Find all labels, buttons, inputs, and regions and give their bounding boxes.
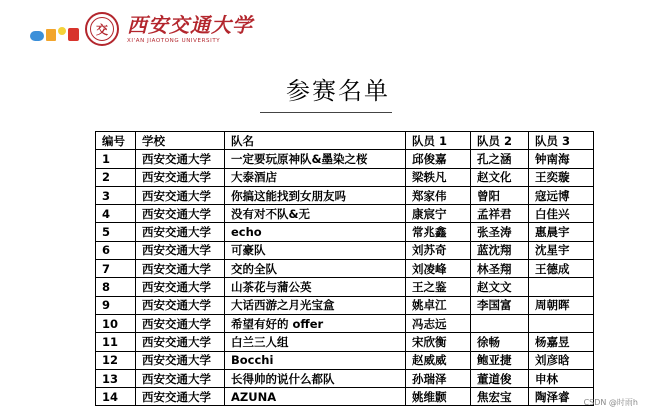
cell-member-3: [529, 278, 594, 296]
cell-member-2: 林圣翔: [471, 260, 529, 278]
cell-member-2: 曾阳: [471, 186, 529, 204]
header-member-3: 队员 3: [529, 132, 594, 150]
table-row: [96, 205, 594, 223]
university-name-en: XI'AN JIAOTONG UNIVERSITY: [127, 38, 221, 44]
cell-school: 西安交通大学: [136, 296, 225, 314]
cell-team: 希望有好的 offer: [225, 314, 406, 332]
table-row: [96, 369, 594, 387]
table-row: [96, 223, 594, 241]
university-name-cn: 西安交通大学: [127, 13, 253, 37]
header-member-2: 队员 2: [471, 132, 529, 150]
bag-icon: [68, 28, 79, 41]
cell-member-3: 钟南海: [529, 150, 594, 168]
cell-member-2: 孔之涵: [471, 150, 529, 168]
cell-number: 12: [96, 351, 136, 369]
table-row: [96, 186, 594, 204]
cell-member-2: 董道俊: [471, 369, 529, 387]
cell-team: Bocchi: [225, 351, 406, 369]
cloud-icon: [30, 31, 44, 41]
cell-team: 山茶花与蒲公英: [225, 278, 406, 296]
cell-number: 11: [96, 333, 136, 351]
roster-body: [96, 150, 594, 406]
table-row: [96, 296, 594, 314]
cell-member-3: 沈星宇: [529, 241, 594, 259]
cell-member-2: 鲍亚捷: [471, 351, 529, 369]
cell-team: 大泰酒店: [225, 168, 406, 186]
cell-member-1: 郑家伟: [406, 186, 471, 204]
cell-number: 7: [96, 260, 136, 278]
cell-member-1: 孙瑞泽: [406, 369, 471, 387]
cell-team: 白兰三人组: [225, 333, 406, 351]
book-icon: [46, 29, 56, 41]
cell-member-1: 姚维颢: [406, 388, 471, 406]
table-row: [96, 278, 594, 296]
cell-team: 你搞这能找到女朋友吗: [225, 186, 406, 204]
cell-member-1: 刘苏奇: [406, 241, 471, 259]
header-number: 编号: [96, 132, 136, 150]
cell-school: 西安交通大学: [136, 278, 225, 296]
cell-member-1: 冯志远: [406, 314, 471, 332]
cell-member-1: 常兆鑫: [406, 223, 471, 241]
cell-member-3: 白佳兴: [529, 205, 594, 223]
cell-team: 可豪队: [225, 241, 406, 259]
cell-team: 长得帅的说什么都队: [225, 369, 406, 387]
cell-member-3: 刘彦晗: [529, 351, 594, 369]
cell-number: 5: [96, 223, 136, 241]
cell-number: 8: [96, 278, 136, 296]
cell-member-1: 康宸宁: [406, 205, 471, 223]
watermark: CSDN @时雨h: [583, 398, 638, 407]
cell-number: 14: [96, 388, 136, 406]
header-school: 学校: [136, 132, 225, 150]
page-title: 参赛名单: [286, 77, 390, 105]
cell-member-3: 寇远博: [529, 186, 594, 204]
table-row: [96, 241, 594, 259]
header-team: 队名: [225, 132, 406, 150]
cell-member-1: 刘凌峰: [406, 260, 471, 278]
cell-number: 1: [96, 150, 136, 168]
cell-number: 3: [96, 186, 136, 204]
roster-table: [95, 131, 594, 406]
cell-number: 9: [96, 296, 136, 314]
cell-team: 交的全队: [225, 260, 406, 278]
cell-team: echo: [225, 223, 406, 241]
bulb-icon: [58, 27, 66, 35]
cell-school: 西安交通大学: [136, 223, 225, 241]
cell-school: 西安交通大学: [136, 150, 225, 168]
cell-member-2: 焦宏宝: [471, 388, 529, 406]
cell-member-2: 李国富: [471, 296, 529, 314]
cell-member-1: 王之鉴: [406, 278, 471, 296]
cell-school: 西安交通大学: [136, 333, 225, 351]
cell-member-3: 惠晨宇: [529, 223, 594, 241]
cell-member-1: 赵威威: [406, 351, 471, 369]
cell-member-2: 张圣涛: [471, 223, 529, 241]
cell-school: 西安交通大学: [136, 260, 225, 278]
cell-school: 西安交通大学: [136, 168, 225, 186]
header-member-1: 队员 1: [406, 132, 471, 150]
cell-member-2: 赵文化: [471, 168, 529, 186]
cell-member-3: [529, 314, 594, 332]
cell-school: 西安交通大学: [136, 351, 225, 369]
table-row: [96, 150, 594, 168]
table-row: [96, 351, 594, 369]
university-emblem: [85, 12, 119, 46]
cell-team: 一定要玩原神队&墨染之桜: [225, 150, 406, 168]
cell-number: 4: [96, 205, 136, 223]
cell-school: 西安交通大学: [136, 314, 225, 332]
cell-member-1: 宋欣衡: [406, 333, 471, 351]
title-block: [283, 76, 393, 106]
cell-member-2: 赵文文: [471, 278, 529, 296]
cell-school: 西安交通大学: [136, 388, 225, 406]
title-underline: [260, 112, 392, 113]
table-header-row: [96, 132, 594, 150]
cell-member-3: 王奕璇: [529, 168, 594, 186]
cell-number: 6: [96, 241, 136, 259]
table-row: [96, 260, 594, 278]
cell-member-3: 杨嘉昱: [529, 333, 594, 351]
cell-member-3: 王德成: [529, 260, 594, 278]
cell-member-1: 邱俊嘉: [406, 150, 471, 168]
university-name: [127, 14, 253, 44]
cell-member-2: 孟祥君: [471, 205, 529, 223]
cell-team: 没有对不队&无: [225, 205, 406, 223]
cell-member-3: 陶泽睿: [529, 388, 594, 406]
emblem-glyph: 交: [90, 17, 114, 41]
header-logos: [30, 8, 253, 50]
cell-member-1: 姚卓江: [406, 296, 471, 314]
cell-member-1: 梁轶凡: [406, 168, 471, 186]
cell-team: AZUNA: [225, 388, 406, 406]
cell-team: 大话西游之月光宝盒: [225, 296, 406, 314]
cell-member-3: 周朝晖: [529, 296, 594, 314]
table-row: [96, 168, 594, 186]
cell-member-2: [471, 314, 529, 332]
cell-member-2: 徐畅: [471, 333, 529, 351]
table-row: [96, 388, 594, 406]
table-row: [96, 333, 594, 351]
cell-school: 西安交通大学: [136, 369, 225, 387]
cell-number: 10: [96, 314, 136, 332]
cell-school: 西安交通大学: [136, 241, 225, 259]
cell-school: 西安交通大学: [136, 186, 225, 204]
table-row: [96, 314, 594, 332]
cell-number: 13: [96, 369, 136, 387]
cell-member-2: 蓝沈翔: [471, 241, 529, 259]
mini-icons: [30, 27, 79, 41]
cell-school: 西安交通大学: [136, 205, 225, 223]
cell-member-3: 申林: [529, 369, 594, 387]
cell-number: 2: [96, 168, 136, 186]
